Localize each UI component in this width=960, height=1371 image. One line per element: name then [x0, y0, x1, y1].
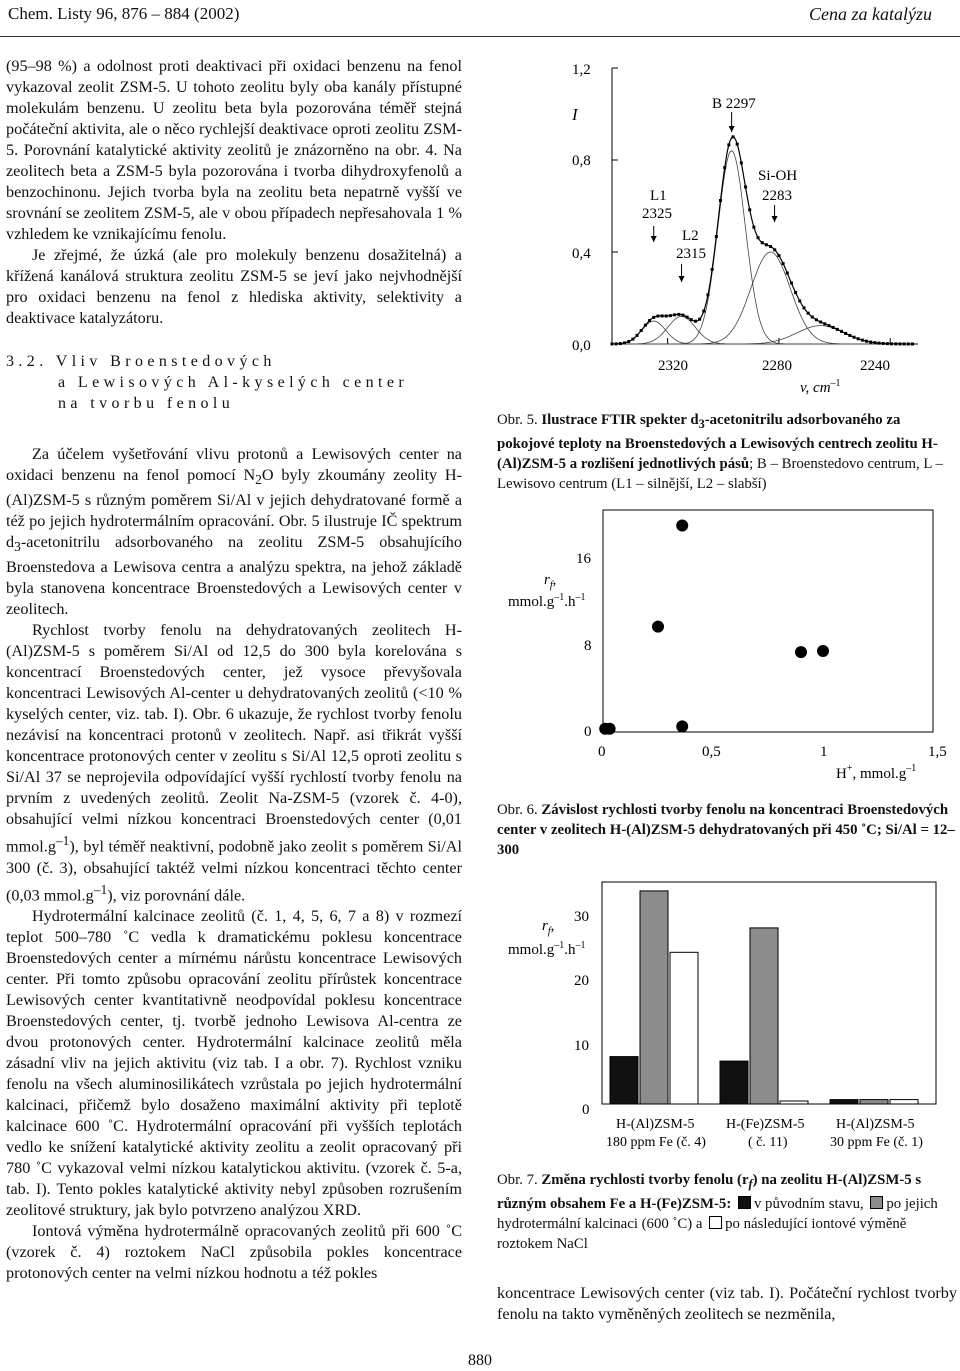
fig5-y-tick: 0,4 [572, 246, 591, 262]
fig5-data-point [853, 336, 856, 339]
paragraph-4: Rychlost tvorby fenolu na dehydratovaných zeolitech H-(Al)ZSM-5 s poměrem Si/Al od 12,5 do 300 byla korelována s koncentrací Broenstedových center, jež vysoce převyšovala koncentraci Lewisových Al-center u dehydratovaných zeolitů (<10 % kyselých center, viz. tab. I). Obr. 6 ukazuje, že rychlost tvorby fenolu nezávisí na koncentraci protonů v zeolitech. Např. asi třikrát vyšší koncentrace protonových center v zeolitu s Si/Al 12,5 oproti zeolitu s Si/Al 37 se neprojevila odpovídající vyšší rychlostí tvorby fenolu na prvním z uvedených zeolitů. Zeolit Na-ZSM-5 (vzorek č. 4-0), obsahující velmi nízkou koncentraci Broenstedových center (0,01 $mmol.g^{-1}$), byl téměř neaktivní, podobně jako zeolit s poměrem Si/Al 300 (č. 3), obsahující taktéž velmi nízkou koncentraci těchto center (0,03 $mmol.g^{-1}$), viz porovnání dále. [6, 621, 462, 905]
fig5-y-label: I [572, 105, 578, 124]
fig5-data-point [757, 236, 760, 239]
paragraph-3: Za účelem vyšetřování vlivu protonů a Lewisových center na oxidaci benzenu na fenol pomocí $N_2O$ byly zkoumány zeolity H-(Al)ZSM-5 s různým poměrem Si/Al v jejich dehydratované formě a též po jejich hydrotermálním opracování. Obr. 5 ilustruje IČ spektrum $d_3$-acetonitrilu adsorbovaného na zeolitu ZSM-5 obsahujícího Broenstedova a Lewisova centra a analýzu spektra, na jehož základě byla stanovena koncentrace Broenstedových a Lewisových center v zeolitech. [6, 445, 462, 619]
fig5-data-point [711, 268, 714, 271]
fig7-y-label-2: $mmol.g^{-1}.h^{-1}$ [508, 940, 586, 958]
fig5-arrow-b-head [729, 126, 735, 132]
fig5-y-tick: 1,2 [572, 62, 591, 78]
fig5-data-point [894, 342, 897, 345]
section-number: 3.2. [6, 353, 48, 370]
fig6-frame [603, 510, 933, 732]
fig5-peak-l1-value: 2325 [642, 206, 672, 222]
fig5-data-point [715, 235, 718, 238]
fig5-data-point [840, 330, 843, 333]
fig5-data-point [777, 254, 780, 257]
fig5-peak-sioh-value: 2283 [762, 188, 792, 204]
fig7-caption-legend-3: po následující iontové výměně roztokem NaCl [497, 1215, 907, 1252]
fig5-data-point [640, 329, 643, 332]
fig5-y-tick: 0,8 [572, 153, 591, 169]
fig5-data-point [752, 226, 755, 229]
fig5-data-point [773, 248, 776, 251]
fig5-data-point [740, 161, 743, 164]
section-title-line-3: na tvorbu fenolu [58, 395, 235, 412]
fig7-y-tick: 30 [574, 909, 589, 925]
fig5-data-point [861, 339, 864, 342]
fig5-caption-num: Obr. 5. [497, 412, 538, 428]
fig7-group-label: ( č. 11) [748, 1135, 788, 1150]
fig7-y-tick: 0 [582, 1102, 590, 1118]
figure-5-ftir-chart [500, 40, 960, 400]
section-heading [6, 351, 462, 414]
fig5-data-point [798, 300, 801, 303]
fig7-bar [830, 1100, 858, 1104]
fig5-curves [611, 112, 914, 345]
right-column-text: koncentrace Lewisových center (viz tab. I). Počáteční rychlost tvorby fenolu na takto vyměněných zeolitech se nezměnila, [497, 1284, 957, 1323]
fig7-bar [890, 1100, 918, 1104]
fig5-data-point [848, 334, 851, 337]
figure-6-scatter-chart [500, 500, 960, 790]
fig5-data-point [619, 342, 622, 345]
fig5-data-point [903, 342, 906, 345]
fig6-x-tick: 1,5 [928, 744, 947, 760]
fig5-data-point [794, 291, 797, 294]
fig5-data-point [644, 324, 647, 327]
fig6-y-tick: 0 [584, 724, 592, 740]
fig5-data-point [832, 326, 835, 329]
fig7-caption-legend-1: v původním stavu, [753, 1195, 864, 1212]
fig5-data-point [665, 315, 668, 318]
fig5-data-point [736, 143, 739, 146]
fig5-caption-bold: Ilustrace FTIR spekter $d_3$-acetonitrilu adsorbovaného za pokojové teploty na Broenstedových a Lewisových centrech zeolitu H-(Al)ZSM-5 a rozlišení jednotlivých pásů [497, 412, 938, 472]
fig5-data-point [656, 315, 659, 318]
fig6-caption-num: Obr. 6. [497, 802, 538, 818]
legend-white-square [709, 1216, 722, 1229]
fig5-y-tick: 0,0 [572, 338, 591, 354]
fig5-data-point [857, 337, 860, 340]
journal-citation: Chem. Listy 96, 876 – 884 (2002) [8, 4, 240, 23]
fig5-data-point [898, 342, 901, 345]
fig5-data-point [769, 245, 772, 248]
fig5-peak-sioh: Si-OH [758, 168, 798, 184]
fig7-group-label: 180 ppm Fe (č. 4) [606, 1135, 706, 1150]
fig5-data-point [727, 143, 730, 146]
fig5-data-point [786, 271, 789, 274]
fig5-data-point [865, 340, 868, 343]
left-column [6, 56, 462, 1284]
paragraph-1: (95–98 %) a odolnost proti deaktivaci při oxidaci benzenu na fenol vykazoval zeolit ZSM-5. U tohoto zeolitu byly oba kanály přístupné molekulám benzenu. U zeolitu beta byla pozorována téměř stejná počáteční aktivita, ale o něco rychlejší deaktivace oproti zeolitu ZSM-5. Porovnání katalytické aktivity zeolitů je znázorněno na obr. 4. Na zeolitech beta a ZSM-5 byla pozorována i tvorba dihydroxyfenolů a benzochinonu. Jejich tvorba byla na zeolitu beta nepatrně vyšší ve srovnání se zeolitem ZSM-5, ale v obou případech nepřesahovala 1 % vzhledem ke vznikajícímu fenolu. [6, 57, 462, 243]
fig7-caption-num: Obr. 7. [497, 1172, 538, 1188]
fig5-component-band [612, 252, 912, 344]
fig5-data-point [623, 341, 626, 344]
fig7-bar [610, 1057, 638, 1104]
fig5-data-point [706, 293, 709, 296]
fig7-y-label-1: $r_f$, [542, 918, 555, 937]
figure-7-bar-chart [500, 878, 960, 1156]
fig5-data-point [615, 342, 618, 345]
fig5-data-point [702, 310, 705, 313]
fig5-data-point [648, 319, 651, 322]
fig6-y-label-1: $r_f$, [544, 572, 557, 591]
legend-gray-square [870, 1196, 883, 1209]
fig6-data-point [817, 645, 829, 657]
fig5-x-tick: 2240 [860, 358, 890, 374]
fig5-data-point [611, 342, 614, 345]
fig6-caption-bold: Závislost rychlosti tvorby fenolu na koncentraci Broenstedových center v zeolitech H-(Al)ZSM-5 dehydratovaných při 450 ˚C; Si/Al = 12–300 [497, 802, 955, 858]
fig5-data-point [686, 316, 689, 319]
fig6-data-point [676, 520, 688, 532]
fig5-data-point [819, 320, 822, 323]
fig5-arrow-sioh-head [772, 216, 778, 222]
paragraph-6: Iontová výměna hydrotermálně opracovaných zeolitů při 600 ˚C (vzorek č. 4) roztokem NaCl způsobila pokles koncentrace protonových center na velmi nízkou hodnotu a též pokles [6, 1222, 462, 1283]
legend-black-square [738, 1196, 751, 1209]
fig6-x-tick: 0,5 [702, 744, 721, 760]
fig5-data-point [790, 282, 793, 285]
page-header [0, 0, 960, 30]
fig5-data-point [907, 342, 910, 345]
fig5-data-point [694, 320, 697, 323]
fig6-points [599, 520, 829, 735]
fig5-data-point [723, 166, 726, 169]
fig6-x-tick: 0 [598, 744, 606, 760]
fig5-data-point [844, 332, 847, 335]
fig5-data-point [765, 243, 768, 246]
section-title: Cena za katalýzu [809, 4, 932, 24]
fig7-y-tick: 10 [574, 1038, 589, 1054]
header-rule [0, 36, 960, 37]
fig5-x-tick: 2320 [658, 358, 688, 374]
fig5-data-point [886, 342, 889, 345]
fig5-data-point [878, 342, 881, 345]
fig5-peak-l2-value: 2315 [676, 246, 706, 262]
fig5-data-point [911, 342, 914, 345]
fig6-data-point [676, 720, 688, 732]
fig5-data-point [698, 318, 701, 321]
fig5-x-tick: 2280 [762, 358, 792, 374]
fig5-data-point [869, 341, 872, 344]
fig7-group-label: 30 ppm Fe (č. 1) [830, 1135, 923, 1150]
fig5-data-point [673, 313, 676, 316]
fig6-x-label: H+, $mmol.g^{-1}$ [836, 763, 917, 782]
fig5-data-point [782, 262, 785, 265]
figure-5-caption [497, 410, 957, 494]
fig7-bars [610, 891, 918, 1104]
fig5-data-point [744, 185, 747, 188]
fig5-data-point [636, 334, 639, 337]
fig6-x-tick: 1 [820, 744, 828, 760]
fig5-data-point [761, 241, 764, 244]
fig5-data-point [882, 342, 885, 345]
fig5-data-point [823, 322, 826, 325]
fig7-caption-bold: Změna rychlosti tvorby fenolu $(r_f)$ na zeolitu H-(Al)ZSM-5 s různým obsahem Fe a H-(Fe)ZSM-5: [497, 1172, 922, 1212]
fig5-data-point [732, 135, 735, 138]
fig6-data-point [652, 621, 664, 633]
fig7-y-tick: 20 [574, 973, 589, 989]
fig7-bar [750, 928, 778, 1104]
fig5-data-point [748, 208, 751, 211]
fig6-data-point [604, 723, 616, 735]
fig5-data-point [719, 199, 722, 202]
fig5-peak-l1: L1 [650, 188, 667, 204]
fig5-data-point [690, 318, 693, 321]
fig5-data-point [652, 316, 655, 319]
fig5-arrow-l1-head [651, 236, 657, 242]
fig6-y-tick: 8 [584, 638, 592, 654]
fig7-bar [780, 1101, 808, 1104]
fig5-data-point [661, 314, 664, 317]
fig5-data-point [681, 314, 684, 317]
fig5-data-point [807, 312, 810, 315]
page-number: 880 [468, 1352, 492, 1369]
fig7-group-label: H-(Fe)ZSM-5 [726, 1117, 805, 1132]
fig5-data-point [890, 342, 893, 345]
fig5-x-label: v, $cm^{-1}$ [800, 378, 841, 396]
fig7-bar [670, 952, 698, 1104]
figure-6-caption [497, 800, 957, 860]
fig5-data-point [677, 313, 680, 316]
figure-7-caption [497, 1170, 957, 1254]
fig5-data-point [802, 306, 805, 309]
fig5-data-point [631, 338, 634, 341]
paragraph-5: Hydrotermální kalcinace zeolitů (č. 1, 4, 5, 6, 7 a 8) v rozmezí teplot 500–780 ˚C vedla k dramatickému poklesu koncentrace Broenstedových center a mírnému nárůstu koncentrace Lewisových center. Při tomto způsobu opracování zeolitu přírůstek koncentrace Lewisových center kvantitativně neodpovídal poklesu koncentrace Broenstedových center, tj. tvorbě jednoho Lewisova Al-centra ze dvou protonových center. Hydrotermální kalcinace zeolitů měla zásadní vliv na jejich aktivitu (viz tab. I a obr. 7). Rychlost vzniku fenolu na všech aluminosilikátech vzrůstala po jejich hydrotermální kalcinaci, přičemž bylo dosaženo maximální aktivity při teplotě kalcinace 600 ˚C. Hydrotermální opracování při vyšších teplotách vedlo ke snížení katalytické aktivity zeolitu a zeolit opracovaný při 780 ˚C vykazoval velmi nízkou katalytickou aktivitu. (vzorek č. 5-a, tab. I). Tento pokles katalytické aktivity nebyl způsoben rozrušením zeolitové struktury, jak bylo potvrzeno analýzou XRD. [6, 907, 462, 1220]
section-title-line-1: Vliv Broenstedových [55, 353, 276, 370]
fig7-bar [720, 1061, 748, 1104]
fig5-data-point [873, 341, 876, 344]
fig7-bar [860, 1100, 888, 1104]
fig5-peak-b: B 2297 [712, 96, 756, 112]
fig5-data-point [811, 316, 814, 319]
fig7-caption-legend-2: po jejich hydrotermální kalcinaci (600 ˚C) a [497, 1195, 938, 1232]
fig6-data-point [795, 646, 807, 658]
fig5-arrow-l2-head [679, 276, 685, 282]
fig5-data-point [836, 328, 839, 331]
section-title-line-2: a Lewisových Al-kyselých center [58, 374, 409, 391]
fig7-group-label: H-(Al)ZSM-5 [836, 1117, 915, 1132]
fig6-y-label-2: $mmol.g^{-1}.h^{-1}$ [508, 592, 586, 610]
fig5-data-point [815, 318, 818, 321]
fig5-caption-rest: ; B – Broenstedovo centrum, L – Lewisovo centrum (L1 – silnější, L2 – slabší) [497, 455, 943, 492]
fig5-data-point [827, 324, 830, 327]
fig7-bar [640, 891, 668, 1104]
paragraph-2: Je zřejmé, že úzká (ale pro molekuly benzenu dosažitelná) a křížená kanálová struktura zeolitu ZSM-5 se jeví jako nejvhodnější pro oxidaci benzenu na fenol z hlediska aktivity, selektivity a deaktivace katalyzátoru. [6, 246, 462, 327]
fig5-data-point [669, 314, 672, 317]
fig5-peak-l2: L2 [682, 228, 699, 244]
fig6-y-tick: 16 [576, 551, 591, 567]
fig7-group-label: H-(Al)ZSM-5 [616, 1117, 695, 1132]
fig5-data-point [627, 340, 630, 343]
